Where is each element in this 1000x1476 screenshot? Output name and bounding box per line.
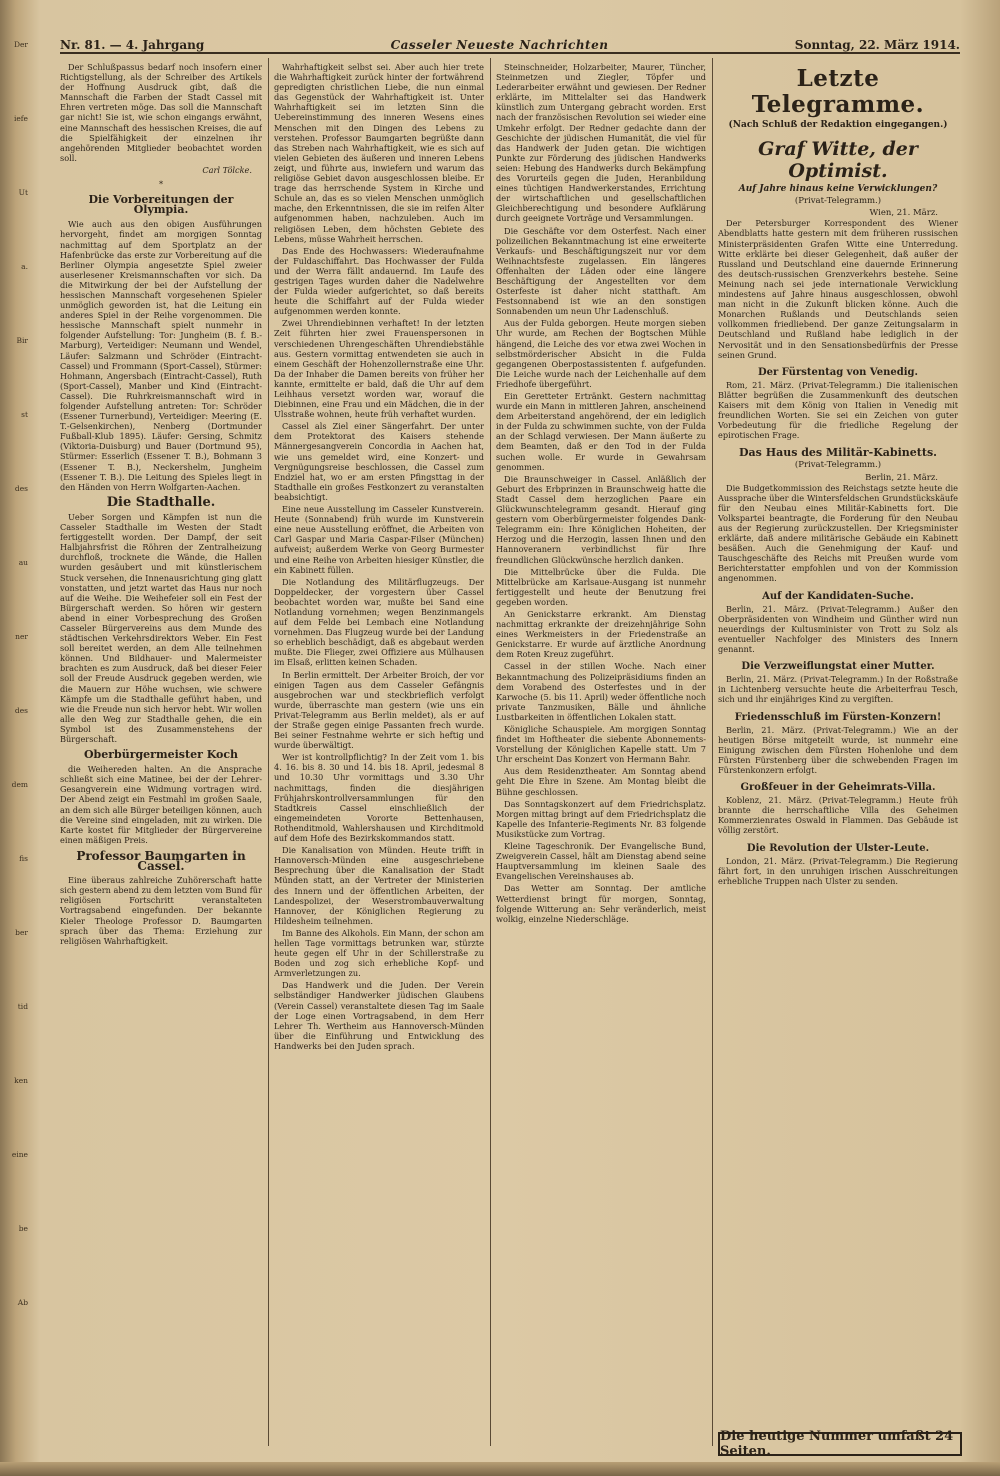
edge-fragment: ner xyxy=(15,632,28,641)
villa-heading: Großfeuer in der Geheimrats-Villa. xyxy=(740,782,936,794)
edge-fragment: eine xyxy=(11,1150,28,1159)
baumgarten-heading: Professor Baumgarten in Cassel. xyxy=(76,848,246,874)
page-fold xyxy=(0,1462,1000,1476)
edge-fragment: ken xyxy=(14,1076,28,1085)
news-item: An Genickstarre erkrankt. Am Dienstag nachmittag erkrankte der dreizehnjährige Sohn eines Werkmeisters in der Friedenstraße an Genickstarre. Er wurde auf ärztliche Anordnung dem Roten Kreuz zugeführt. xyxy=(496,608,706,660)
article-paragraph: Der Schlußpassus bedarf noch insofern einer Richtigstellung, als der Schreiber des Artikels der Hoffnung Ausdruck gibt, daß die Mannschaft die Farben der Stadt Cassel mit Ehren vertreten möge. Das soll die Mannschaft gar nicht! Sie ist, wie schon eingangs erwähnt, eine Mannschaft des hessischen Kreises, die auf die Spielfähigkeit der einzelnen ihr angehörenden Mitglieder beobachtet worden soll. xyxy=(60,62,262,163)
news-item: Die Braunschweiger in Cassel. Anläßlich der Geburt des Erbprinzen in Braunschweig hatte die Stadt Cassel dem herzoglichen Paare ein Glückwunschtelegramm gesandt. Hierauf ging gestern vom Oberbürgermeister folgendes Dank-Telegramm ein: Ihre Königlichen Hoheiten, der Herzog und die Herzogin, lassen Ihnen und den Hannoveranern verbindlichst für Ihre freundlichen Glückwünsche herzlich danken. xyxy=(496,473,706,565)
page-header xyxy=(60,28,960,54)
issue-date: Sonntag, 22. März 1914. xyxy=(794,38,960,52)
previous-page-edge xyxy=(0,40,30,1446)
news-item: Wahrhaftigkeit selbst sei. Aber auch hier trete die Wahrhaftigkeit zurück hinter der fortwährend gepredigten christlichen Liebe, die nun einmal das Gegenstück der Wahrhaftigkeit ist. Unter Wahrhaftigkeit sei im letzten Sinn die Uebereinstimmung des inneren Wesens eines Menschen mit den Dingen des Lebens zu verstehen. Professor Baumgarten begrüßte dann das Streben nach Wahrhaftigkeit, wie es sich auf vielen Gebieten des äußeren und inneren Lebens zeigt, und führte aus, inwiefern und warum das religiöse Gebiet davon ausgeschlossen bleibe. Er trage das herrschende System in Kirche und Schule an, das es so vielen Menschen unmöglich mache, den Erkenntnissen, die sie im reifen Alter aufgenommen haben, nachzuleben. Auch im religiösen Leben, dem höchsten Gebiete des Lebens, müsse Wahrheit herrschen. xyxy=(274,62,484,244)
witte-subheadline: Auf Jahre hinaus keine Verwicklungen? xyxy=(738,184,938,195)
news-item: Die Mittelbrücke über die Fulda. Die Mittelbrücke am Karlsaue-Ausgang ist nunmehr fertiggestellt und heute der Benutzung frei gegeben worden. xyxy=(496,566,706,607)
olympia-heading: Die Vorbereitungen der Olympia. xyxy=(88,193,234,217)
column-3 xyxy=(496,62,706,1446)
edge-fragment: st xyxy=(21,410,28,419)
news-item: Zwei Uhrendiebinnen verhaftet! In der letzten Zeit führten hier zwei Frauenspersonen in verschiedenen Uhrengeschäften Uhrendiebstähle aus. Gestern vormittag entwendeten sie auch in einem Geschäft der Hohenzollernstraße eine Uhr. Da der Inhaber die Damen bereits von früher her kannte, ermittelte er bald, daß die Uhr auf dem Leihhaus versetzt worden war, worauf die Diebinnen, eine Frau und ein Mädchen, die in der Ulsstraße wohnen, heute früh verhaftet wurden. xyxy=(274,318,484,420)
news-item: Kleine Tageschronik. Der Evangelische Bund, Zweigverein Cassel, hält am Dienstag abend seine Hauptversammlung im kleinen Saale des Evangelischen Vereinshauses ab. xyxy=(496,841,706,882)
article-paragraph: Wie auch aus den obigen Ausführungen hervorgeht, findet am morgigen Sonntag nachmittag auf dem Sportplatz an der Hafenbrücke das erste zur Vorbereitung auf die Berliner Olympia angesetzte Spiel zweier auserlesener Kreismannschaften vor sich. Da die Mitwirkung der bei der Aufstellung der hessischen Mannschaft vorgesehenen Spieler unmöglich geworden ist, hat die Leitung ein anderes Spiel in der Reihe vorgenommen. Die hessische Mannschaft spielt nunmehr in folgender Aufstellung: Tor: Jungheim (B. f. B.-Marburg), Verteidiger: Neumann und Wendel, Läufer: Salzmann und Schröder (Eintracht-Cassel) und Frommann (Sport-Cassel), Stürmer: Hohmann, Angersbach (Eintracht-Cassel), Ruth (Sport-Cassel), Manber und Kind (Eintracht-Cassel). Die Ruhrkreismannschaft wird in folgender Aufstellung antreten: Tor: Schröder (Essener Turnerbund), Verteidiger: Meering (E. T.-Gelsenkirchen), Nenberg (Dortmunder Fußball-Klub 1895). Läufer: Gersing, Schmitz (Viktoria-Duisburg) und Bauer (Dortmund 95), Stürmer: Esserlich (Essener T. B.), Bohmann 3 (Essener T. B.), Neckershelm, Jungheim (Essener T. B.). Die Leitung des Spieles liegt in den Händen von Herrn Wolfgarten-Aachen. xyxy=(60,219,262,492)
edge-fragment: dem xyxy=(11,780,28,789)
edge-fragment: fis xyxy=(19,854,28,863)
article-paragraph: Ueber Sorgen und Kämpfen ist nun die Casseler Stadthalle im Westen der Stadt fertiggestellt worden. Der Dampf, der seit Halbjahrsfrist die Röhren der Zentralheizung durchfloß, trocknete die Wände, die Hallen wurden gesäubert und mit künstlerischem Stuck versehen, die Innenausrichtung ging glatt vonstatten, und jetzt wartet das Haus nur noch auf die Weihe. Die Weihefeier soll ein Fest der Bürgerschaft werden. So hören wir gestern abend in einer Vorbesprechung des Großen Casseler Bürgervereins aus dem Munde des städtischen Verkehrsdirektors Weber. Ein Fest soll bereitet werden, an dem Alle teilnehmen können. Und Bildhauer- und Malermeister brachten es zum Ausdruck, daß bei dieser Feier soll der Freude Ausdruck gegeben werden, wie die Mauern zur Höhe wuchsen, wie schwere Kämpfe um die Stadthalle geführt haben, und wie die Freude nun sich hervor hebt. Wir wollen alle den Weg zur Stadthalle gehen, die ein Symbol ist des Zusammenstehens der Bürgerschaft. xyxy=(60,511,262,744)
telegram-paragraph: Koblenz, 21. März. (Privat-Telegramm.) Heute früh brannte die herrschaftliche Villa des Geheimen Kommerzienrates Oswald in Flammen. Das Gebäude ist völlig zerstört. xyxy=(718,795,958,836)
news-item: Im Banne des Alkohols. Ein Mann, der schon am hellen Tage vormittags betrunken war, stürzte heute gegen elf Uhr in der Schillerstraße zu Boden und zog sich erhebliche Kopf- und Armverletzungen zu. xyxy=(274,927,484,979)
edge-fragment: be xyxy=(18,1224,28,1233)
edge-fragment: Bir xyxy=(16,336,28,345)
edge-fragment: a. xyxy=(21,262,28,271)
column-rule xyxy=(712,58,713,1446)
column-4 xyxy=(718,62,958,1426)
venedig-heading: Der Fürstentag von Venedig. xyxy=(757,366,919,378)
page-count-notice: Die heutige Nummer umfaßt 24 Seiten. xyxy=(718,1432,962,1456)
edge-fragment: Ab xyxy=(17,1298,28,1307)
telegram-headline: Letzte Telegramme. xyxy=(751,65,925,118)
separator: * xyxy=(158,179,164,190)
kabinett-heading: Das Haus des Militär-Kabinetts. xyxy=(739,446,937,460)
news-item: Die Kanalisation von Münden. Heute trifft in Hannoversch-Münden eine ausgeschriebene Besprechung über die Kanalisation der Stadt Münden statt, an der Vertreter der Ministerien des Innern und der öffentlichen Arbeiten, der Landespolizei, der Weserstrombauverwaltung Hannover, der Königlichen Regierung zu Hildesheim teilnehmen. xyxy=(274,845,484,926)
dateline: Wien, 21. März. xyxy=(869,208,938,219)
kandidaten-heading: Auf der Kandidaten-Suche. xyxy=(762,590,914,602)
mutter-heading: Die Verzweiflungstat einer Mutter. xyxy=(741,661,935,673)
wire-label: (Privat-Telegramm.) xyxy=(794,196,882,207)
column-1 xyxy=(60,62,262,1446)
edge-fragment: iefe xyxy=(13,114,28,123)
edge-fragment: ber xyxy=(15,928,28,937)
article-paragraph: die Weihereden halten. An die Ansprache schließt sich eine Matinee, bei der der Lehrer-Gesangverein eine Widmung vortragen wird. Der Abend zeigt ein Festmahl im großen Saale, an dem sich alle Bürger beteiligen können, auch die Vereine sind eingeladen, mit zu wirken. Die Karte kostet für Mitglieder der Bürgervereine einen mäßigen Preis. xyxy=(60,764,262,845)
telegram-paragraph: Rom, 21. März. (Privat-Telegramm.) Die italienischen Blätter begrüßen die Zusammenkunft des deutschen Kaisers mit dem König von Italien in Venedig mit freundlichen Worten. Sie sei ein Zeichen von guter Vorbedeutung für die friedliche Regelung der epirotischen Frage. xyxy=(718,379,958,441)
edge-fragment: au xyxy=(18,558,28,567)
telegram-paragraph: Berlin, 21. März. (Privat-Telegramm.) Außer den Oberpräsidenten von Windheim und Günther wird nun neuerdings der Kultusminister von Trott zu Solz als eventueller Nachfolger des Ministers des Innern genannt. xyxy=(718,603,958,655)
news-item: Cassel als Ziel einer Sängerfahrt. Der unter dem Protektorat des Kaisers stehende Männergesangverein Concordia in Aachen hat, wie uns gemeldet wird, eine Konzert- und Vergnügungsreise beschlossen, die Cassel zum Endziel hat, wo er am ersten Pfingsttag in der Stadthalle ein großes Festkonzert zu veranstalten beabsichtigt. xyxy=(274,421,484,502)
news-item: Das Wetter am Sonntag. Der amtliche Wetterdienst bringt für morgen, Sonntag, folgende Witterung an: Sehr veränderlich, meist wolkig, einzelne Niederschläge. xyxy=(496,883,706,924)
wire-label: (Privat-Telegramm.) xyxy=(794,460,882,471)
column-rule xyxy=(268,58,269,1446)
news-item: Das Sonntagskonzert auf dem Friedrichsplatz. Morgen mittag bringt auf dem Friedrichsplatz die Kapelle des Infanterie-Regiments Nr. 83 folgende Musikstücke zum Vortrag. xyxy=(496,798,706,839)
news-item: Cassel in der stillen Woche. Nach einer Bekanntmachung des Polizeipräsidiums finden an dem Vorabend des Osterfestes und in der Karwoche (5. bis 11. April) weder öffentliche noch private Tanzmusiken, Bälle und ähnliche Lustbarkeiten in öffentlichen Lokalen statt. xyxy=(496,661,706,722)
edge-fragment: des xyxy=(14,484,28,493)
telegram-paragraph: Die Budgetkommission des Reichstags setzte heute die Aussprache über die Wintersfeldschen Grundstückskäufe für den Neubau eines Militär-Kabinetts fort. Die Volkspartei beantragte, die Forderung für den Neubau aus der Regierung zurückzustellen. Der Kriegsminister erklärte, daß andere militärische Gebäude ein Kabinett besäßen. Auch die Genehmigung der Kauf- und Tauschgeschäfte des Reichs mit Preußen wurde vom Berichterstatter empfohlen und von der Kommission angenommen. xyxy=(718,482,958,584)
news-item: Königliche Schauspiele. Am morgigen Sonntag findet im Hoftheater die siebente Abonnements-Vorstellung der Königlichen Kapelle statt. Um 7 Uhr erscheint Das Konzert von Hermann Bahr. xyxy=(496,724,706,765)
news-item: Das Handwerk und die Juden. Der Verein selbständiger Handwerker jüdischen Glaubens (Verein Cassel) veranstaltete diesen Tag im Saale der Loge einen Vortragsabend, in dem Herr Lehrer Th. Wertheim aus Hannoversch-Münden über die Einführung und Entwicklung des Handwerks bei den Juden sprach. xyxy=(274,980,484,1051)
ulster-heading: Die Revolution der Ulster-Leute. xyxy=(746,842,930,854)
news-item: Aus der Fulda geborgen. Heute morgen sieben Uhr wurde, am Rechen der Bogtschen Mühle hängend, die Leiche des vor etwa zwei Wochen in selbstmörderischer Absicht in die Fulda gegangenen Oberpostassistenten f. aufgefunden. Die Leiche wurde nach der Leichenhalle auf dem Friedhofe übergeführt. xyxy=(496,318,706,389)
telegram-paragraph: Der Petersburger Korrespondent des Wiener Abendblatts hatte gestern mit dem früheren russischen Ministerpräsidenten Grafen Witte eine Unterredung. Witte erklärte bei dieser Gelegenheit, daß außer der Russland und Deutschland eine dauernde Erinnerung des deutsch-russischen Grenzverkehrs bestehe. Seine Meinung nach sei jede internationale Verwicklung mindestens auf Jahre hinaus ausgeschlossen, obwohl man nicht in die Zukunft blicken könne. Auch die Monarchen Rußlands und Deutschlands seien vollkommen friedliebend. Der ganze Zeitungsalarm in Deutschland und Rußland habe lediglich in der Nervosität und in den Sensationsbedürfnis der Presse seinen Grund. xyxy=(718,218,958,360)
edge-fragment: Der xyxy=(13,40,28,49)
koch-heading: Oberbürgermeister Koch xyxy=(83,748,239,762)
article-signature: Carl Tölcke. xyxy=(202,164,252,175)
newspaper-title: Casseler Neueste Nachrichten xyxy=(390,38,609,52)
witte-headline: Graf Witte, der Optimist. xyxy=(758,138,918,183)
issue-number: Nr. 81. — 4. Jahrgang xyxy=(60,38,205,52)
news-item: Wer ist kontrollpflichtig? In der Zeit vom 1. bis 4. 16. bis 8. 30 und 14. bis 18. April, jedesmal 8 und 10.30 Uhr vormittags und 3.30 Uhr nachmittags, finden die diesjährigen Frühjahrskontrollversammlungen für den Stadtkreis Cassel einschließlich der eingemeindeten Vororte Bettenhausen, Rothenditmold, Wahlershausen und Kirchditmold auf dem Hofe des Bezirkskommandos statt. xyxy=(274,752,484,844)
telegram-paragraph: Berlin, 21. März. (Privat-Telegramm.) Wie an der heutigen Börse mitgeteilt wurde, ist nunmehr eine Einigung zwischen dem Fürsten Hohenlohe und dem Fürsten Fürstenberg über die schwebenden Fragen im Fürstenkonzern erfolgt. xyxy=(718,724,958,775)
news-item: Die Notlandung des Militärflugzeugs. Der Doppeldecker, der vorgestern über Cassel beobachtet worden war, mußte bei Sand eine Notlandung vornehmen; wegen Benzinmangels auf dem Felde bei Lembach eine Notlandung vornehmen. Das Flugzeug wurde bei der Landung so erheblich beschädigt, daß es abgebaut werden mußte. Die Flieger, zwei Offiziere aus Mülhausen im Elsaß, erlitten keinen Schaden. xyxy=(274,576,484,668)
dateline: Berlin, 21. März. xyxy=(865,472,938,483)
edge-fragment: tid xyxy=(17,1002,28,1011)
news-item: Das Ende des Hochwassers: Wiederaufnahme der Fuldaschiffahrt. Das Hochwasser der Fulda und der Werra fällt andauernd. Im Laufe des gestrigen Tages wurden daher die Nadelwehre der Fulda wieder aufgerichtet, so daß bereits heute die Schiffahrt auf der Fulda wieder aufgenommen werden konnte. xyxy=(274,245,484,317)
telegram-paragraph: Berlin, 21. März. (Privat-Telegramm.) In der Roßstraße in Lichtenberg versuchte heute die Arbeiterfrau Tesch, sich und ihr einjähriges Kind zu vergiften. xyxy=(718,674,958,705)
news-item: Steinschneider, Holzarbeiter, Maurer, Tüncher, Steinmetzen und Ziegler, Töpfer und Lederarbeiter erwähnt und gewiesen. Der Redner erklärte, im Mittelalter sei das Handwerk künstlich zum Untergang gebracht worden. Erst nach der französischen Revolution sei wieder eine Umkehr erfolgt. Der Redner gedachte dann der Geschichte der jüdischen Humanität, die viel für das Handwerk der Juden getan. Die wichtigen Punkte zur Förderung des jüdischen Handwerks seien: Hebung des Handwerks durch Bekämpfung des Vorurteils gegen die Juden, Heranbildung eines tüchtigen Handwerkerstandes, Errichtung der wirtschaftlichen und gesellschaftlichen Gleichberechtigung und besondere Aufklärung durch geeignete Vorträge und Versammlungen. xyxy=(496,62,706,224)
edge-fragment: Ut xyxy=(18,188,28,197)
news-item: Die Geschäfte vor dem Osterfest. Nach einer polizeilichen Bekanntmachung ist eine erweiterte Verkaufs- und Beschäftigungszeit nur vor dem Weihnachtsfeste zugelassen. Ein längeres Offenhalten der Läden oder eine längere Beschäftigung der Angestellten vor dem Osterfeste ist daher nicht statthaft. Am Festsonnabend ist wie an den sonstigen Sonnabenden um neun Uhr Ladenschluß. xyxy=(496,225,706,317)
column-2 xyxy=(274,62,484,1446)
news-item: Ein Geretteter Ertränkt. Gestern nachmittag wurde ein Mann in mittleren Jahren, anscheinend dem Arbeiterstand angehörend, der ein lediglich in der Fulda zu schwimmen suchte, von der Fulda an der Schlagd verwiesen. Der Mann äußerte zu dem Beamten, daß er den Tod in der Fulda suchen wolle. Er wurde in Gewahrsam genommen. xyxy=(496,391,706,472)
telegram-paragraph: London, 21. März. (Privat-Telegramm.) Die Regierung fährt fort, in den unruhigen irischen Ausschreitungen erhebliche Truppen nach Ulster zu senden. xyxy=(718,855,958,886)
telegram-subheadline: (Nach Schluß der Redaktion eingegangen.) xyxy=(728,120,948,130)
news-item: Eine neue Ausstellung im Casseler Kunstverein. Heute (Sonnabend) früh wurde im Kunstverein eine neue Ausstellung eröffnet, die Arbeiten von Carl Gaspar und Maria Caspar-Filser (München) aufweist; außerdem Werke von Georg Burmester und eine Reihe von Arbeiten hiesiger Künstler, die ein Kabinett füllen. xyxy=(274,504,484,575)
news-item: Aus dem Residenztheater. Am Sonntag abend geht Die Ehre in Szene. Am Montag bleibt die Bühne geschlossen. xyxy=(496,766,706,797)
article-paragraph: Eine überaus zahlreiche Zuhörerschaft hatte sich gestern abend zu dem letzten vom Bund für religiösen Fortschritt veranstalteten Vortragsabend eingefunden. Der bekannte Kieler Theologe Professor D. Baumgarten sprach über das Thema: Erziehung zur religiösen Wahrhaftigkeit. xyxy=(60,875,262,946)
edge-fragment: des xyxy=(14,706,28,715)
column-rule xyxy=(490,58,491,1446)
friedensschluss-heading: Friedensschluß im Fürsten-Konzern! xyxy=(734,711,942,723)
stadthalle-heading: Die Stadthalle. xyxy=(106,494,216,510)
news-item: In Berlin ermittelt. Der Arbeiter Broich, der vor einigen Tagen aus dem Casseler Gefängnis ausgebrochen war und steckbrieflich verfolgt wurde, überraschte man gestern (wie uns ein Privat-Telegramm aus Berlin meldet), als er auf der Straße gegen einige Passanten frech wurde. Bei seiner Festnahme wehrte er sich heftig und wurde überwältigt. xyxy=(274,669,484,751)
